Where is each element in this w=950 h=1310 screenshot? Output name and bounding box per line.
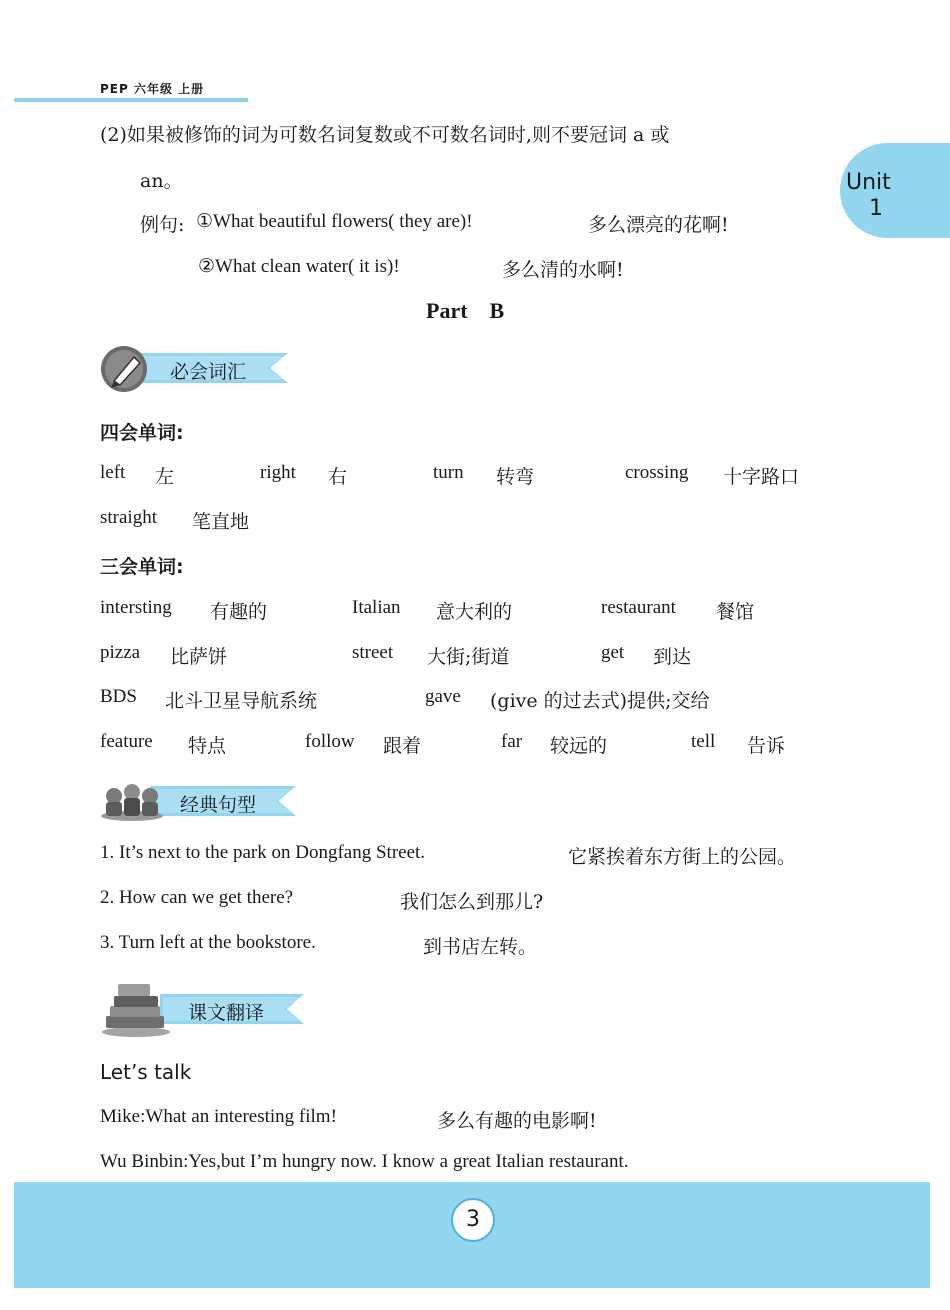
students-icon [100,778,164,822]
sentence-en: 2. How can we get there? [100,887,294,908]
unit-label: Unit [846,170,891,195]
pencil-icon [100,345,152,393]
word-zh: 告诉 [747,735,786,757]
word-zh: 左 [155,466,175,488]
three-skill-heading: 三会单词: [100,556,184,578]
section-badge-vocab [100,345,290,385]
word-en: straight [100,507,157,528]
sentence-zh: 我们怎么到那儿? [400,891,544,913]
word-zh: 十字路口 [723,466,800,488]
word-en: street [352,642,394,663]
word-en: gave [425,686,461,707]
word-en: pizza [100,642,141,663]
badge-label: 经典句型 [180,794,257,816]
talk-title: Let’s talk [100,1060,192,1084]
word-en: Italian [352,597,401,618]
example-2-chinese: 多么清的水啊! [502,259,624,281]
word-zh: 特点 [188,735,227,757]
word-zh: 转弯 [496,466,535,488]
word-en: feature [100,731,153,752]
section-badge-translation [100,978,310,1038]
four-skill-heading: 四会单词: [100,422,184,444]
badge-label: 必会词汇 [170,361,247,383]
word-en: crossing [625,462,689,483]
word-en: get [601,642,625,663]
grammar-rule-line1: (2)如果被修饰的词为可数名词复数或不可数名词时,则不要冠词 a 或 [100,124,670,146]
sentence-en: 1. It’s next to the park on Dongfang Street. [100,842,426,863]
word-zh: 北斗卫星导航系统 [165,690,318,712]
word-zh: 大街;街道 [427,646,510,668]
word-zh: (give 的过去式)提供;交给 [490,690,710,712]
sentence-en: 3. Turn left at the bookstore. [100,932,316,953]
word-en: far [501,731,523,752]
part-title: Part B [426,298,505,323]
header-rule [14,98,248,102]
word-en: right [260,462,296,483]
example-label: 例句: [140,214,185,236]
word-en: restaurant [601,597,676,618]
example-1-english: ①What beautiful flowers( they are)! [196,211,473,232]
sentence-zh: 到书店左转。 [423,936,538,958]
badge-label: 课文翻译 [188,1002,265,1024]
word-zh: 跟着 [383,735,422,757]
unit-number: 1 [869,196,883,221]
example-1-chinese: 多么漂亮的花啊! [588,214,729,236]
running-header: PEP 六年级 上册 [100,82,205,96]
section-badge-sentences [100,778,300,818]
word-zh: 意大利的 [436,601,513,623]
dialogue-line-english: Wu Binbin:Yes,but I’m hungry now. I know a great Italian restaurant. [100,1151,629,1172]
word-en: tell [691,731,716,752]
word-zh: 笔直地 [192,511,250,533]
dialogue-line-english: Mike:What an interesting film! [100,1106,337,1127]
dialogue-line-chinese: 多么有趣的电影啊! [437,1110,597,1132]
word-zh: 有趣的 [210,601,268,623]
word-zh: 较远的 [550,735,608,757]
word-zh: 餐馆 [716,601,755,623]
grammar-rule-line2: an。 [140,170,183,192]
word-en: BDS [100,686,137,707]
word-en: follow [305,731,355,752]
word-en: turn [433,462,464,483]
example-2-english: ②What clean water( it is)! [198,256,400,277]
word-en: intersting [100,597,172,618]
page-number: 3 [451,1198,495,1242]
word-en: left [100,462,126,483]
word-zh: 右 [328,466,348,488]
sentence-zh: 它紧挨着东方街上的公园。 [568,846,797,868]
word-zh: 到达 [653,646,692,668]
word-zh: 比萨饼 [170,646,228,668]
books-icon [100,978,172,1038]
